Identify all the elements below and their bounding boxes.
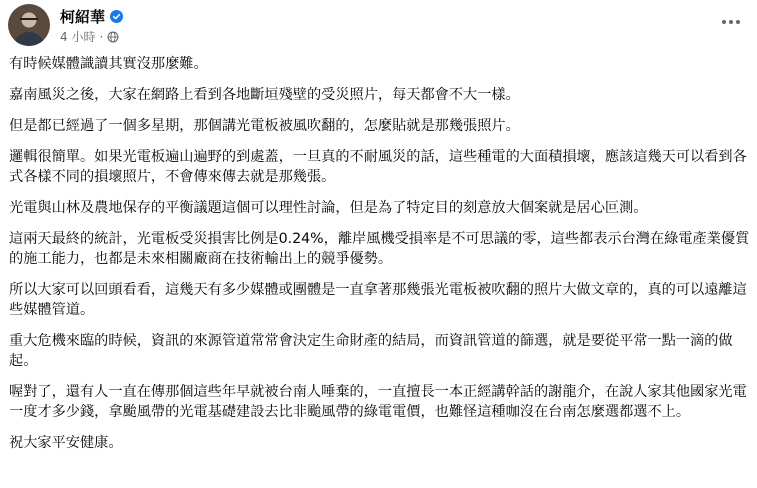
post-paragraph: 喔對了，還有人一直在傳那個這些年早就被台南人唾棄的，一直擅長一本正經講幹話的謝龍介，在說人家其他國家光電一度才多少錢，拿颱風帶的光電基礎建設去比非颱風帶的綠電電價，也難怪這種咖沒在台南怎麼選都選不上。 — [9, 384, 747, 420]
post-body — [9, 54, 751, 464]
author-avatar[interactable] — [8, 4, 50, 46]
verified-badge-icon — [110, 10, 123, 23]
post-paragraph: 但是都已經過了一個多星期，那個講光電板被風吹翻的，怎麼貼就是那幾張照片。 — [9, 118, 520, 134]
more-dot — [729, 20, 733, 24]
post-paragraph: 所以大家可以回頭看看，這幾天有多少媒體或團體是一直拿著那幾張光電板被吹翻的照片大做文章的，真的可以遠離這些媒體管道。 — [9, 282, 747, 318]
post-paragraph: 光電與山林及農地保存的平衡議題這個可以理性討論，但是為了特定目的刻意放大個案就是居心叵測。 — [9, 200, 648, 216]
more-options-icon[interactable] — [716, 10, 746, 34]
post-paragraph: 這兩天最終的統計，光電板受災損害比例是0.24%，離岸風機受損率是不可思議的零，這些都表示台灣在綠電產業優質的施工能力，也都是未來相關廠商在技術輸出上的競爭優勢。 — [9, 231, 750, 267]
more-dot — [722, 20, 726, 24]
avatar-glasses — [20, 18, 38, 24]
post-timestamp[interactable]: 4 小時 — [60, 30, 96, 44]
post-paragraph: 重大危機來臨的時候，資訊的來源管道常常會決定生命財產的結局，而資訊管道的篩選，就是要從平常一點一滴的做起。 — [9, 333, 733, 369]
avatar-shirt — [13, 32, 45, 46]
globe-icon[interactable] — [107, 31, 119, 43]
author-name[interactable]: 柯紹華 — [60, 8, 106, 26]
meta-separator: · — [99, 29, 104, 44]
author-row — [60, 6, 123, 27]
post-paragraph: 祝大家平安健康。 — [9, 435, 123, 451]
post-paragraph: 邏輯很簡單。如果光電板遍山遍野的到處蓋，一旦真的不耐風災的話，這些種電的大面積損壞，應該這幾天可以看到各式各樣不同的損壞照片，不會傳來傳去就是那幾張。 — [9, 149, 747, 185]
post-paragraph: 嘉南風災之後，大家在網路上看到各地斷垣殘壁的受災照片，每天都會不大一樣。 — [9, 87, 520, 103]
more-dot — [736, 20, 740, 24]
post-meta — [60, 28, 119, 45]
post-paragraph: 有時候媒體識讀其實沒那麼難。 — [9, 56, 208, 72]
post-header — [8, 4, 748, 48]
